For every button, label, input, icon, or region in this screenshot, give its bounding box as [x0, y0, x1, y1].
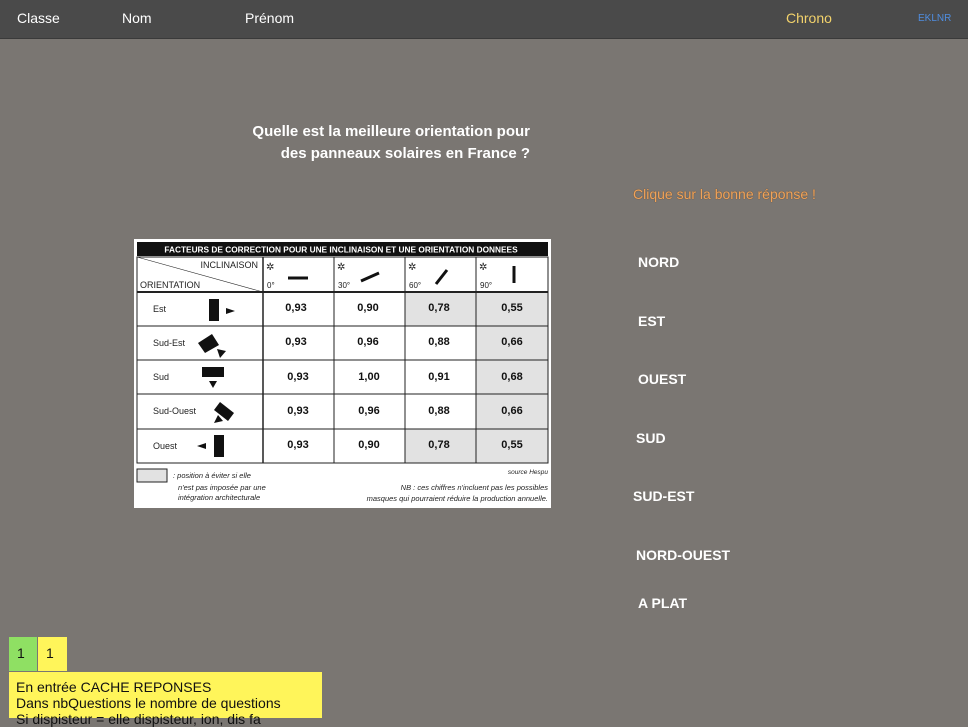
answer-a-plat[interactable]: A PLAT — [638, 595, 687, 611]
answer-est[interactable]: EST — [638, 313, 666, 329]
classe-field[interactable]: Classe — [17, 10, 60, 26]
value-cell: 0,55 — [501, 439, 523, 451]
answer-nord-ouest[interactable]: NORD-OUEST — [636, 547, 731, 563]
nb-line-2: masques qui pourraient réduire la production annuelle. — [366, 494, 548, 503]
prenom-field[interactable]: Prénom — [245, 10, 295, 26]
arrow-down-icon — [209, 381, 217, 388]
value-cell: 0,93 — [287, 405, 309, 417]
value-cell: 0,93 — [285, 336, 307, 348]
value-cell: 0,78 — [428, 439, 450, 451]
score-total — [38, 637, 67, 671]
notes-panel — [9, 672, 322, 727]
answer-ouest[interactable]: OUEST — [638, 371, 687, 387]
legend-line-3: intégration architecturale — [178, 493, 261, 502]
answer-nord[interactable]: NORD — [638, 254, 680, 270]
score-correct-value: 1 — [17, 645, 25, 661]
row-label-sud: Sud — [153, 372, 170, 382]
value-cell: 0,93 — [285, 302, 307, 314]
legend-line-2: n'est pas imposée par une — [178, 483, 266, 492]
top-bar — [0, 0, 968, 39]
legend-line-1: : position à éviter si elle — [173, 471, 251, 480]
code-link[interactable]: EKLNR — [918, 13, 952, 24]
value-cell: 0,78 — [428, 302, 450, 314]
value-cell: 0,90 — [357, 302, 379, 314]
table-source: source Hespu — [507, 469, 548, 476]
legend-swatch — [137, 469, 167, 482]
row-label-sud-ouest: Sud-Ouest — [153, 406, 197, 416]
angle-0: 0° — [267, 281, 275, 290]
chrono-timer: Chrono — [786, 10, 832, 26]
row-label-est: Est — [153, 304, 167, 314]
score-total-value: 1 — [46, 645, 54, 661]
table-title: FACTEURS DE CORRECTION POUR UNE INCLINAISON ET UNE ORIENTATION DONNEES — [164, 244, 518, 255]
arrow-right-icon — [226, 308, 235, 314]
note-line: Dans nbQuestions le nombre de questions — [16, 695, 281, 711]
panel-east-icon — [209, 299, 219, 321]
value-cell: 0,88 — [428, 405, 450, 417]
value-cell: 0,93 — [287, 371, 309, 383]
question-line-2: des panneaux solaires en France ? — [280, 145, 530, 162]
value-cell: 0,66 — [501, 405, 523, 417]
arrow-down-right-icon — [217, 349, 226, 358]
value-cell: 1,00 — [358, 371, 380, 383]
correction-factors-table — [134, 239, 551, 508]
sun-icon: ✲ — [266, 262, 275, 273]
row-label-ouest: Ouest — [153, 441, 178, 451]
nom-field[interactable]: Nom — [122, 10, 152, 26]
inclinaison-label: INCLINAISON — [200, 260, 258, 270]
sun-icon: ✲ — [479, 262, 488, 273]
note-line: Si dispisteur = elle dispisteur, ion, dis fa — [16, 711, 261, 727]
sun-icon: ✲ — [337, 262, 346, 273]
answer-sud[interactable]: SUD — [636, 430, 666, 446]
value-cell: 0,93 — [287, 439, 309, 451]
question-text — [160, 121, 530, 165]
value-cell: 0,96 — [357, 336, 379, 348]
value-cell: 0,55 — [501, 302, 523, 314]
angle-30: 30° — [338, 281, 351, 290]
nb-line-1: NB : ces chiffres n'incluent pas les possibles — [400, 483, 548, 492]
instruction-hint: Clique sur la bonne réponse ! — [633, 186, 816, 202]
orientation-label: ORIENTATION — [140, 280, 201, 290]
value-cell: 0,91 — [428, 371, 450, 383]
value-cell: 0,96 — [358, 405, 380, 417]
panel-west-icon — [214, 435, 224, 457]
angle-60: 60° — [409, 281, 422, 290]
angle-90: 90° — [480, 281, 493, 290]
score-correct — [9, 637, 37, 671]
arrow-down-left-icon — [214, 415, 223, 423]
note-line: En entrée CACHE REPONSES — [16, 679, 212, 695]
panel-southeast-icon — [198, 334, 219, 353]
row-label-sud-est: Sud-Est — [153, 338, 186, 348]
value-cell: 0,68 — [501, 371, 523, 383]
question-line-1: Quelle est la meilleure orientation pour — [252, 123, 530, 140]
arrow-left-icon — [197, 443, 206, 449]
value-cell: 0,88 — [428, 336, 450, 348]
value-cell: 0,90 — [358, 439, 380, 451]
value-cell: 0,66 — [501, 336, 523, 348]
sun-icon: ✲ — [408, 262, 417, 273]
answer-sud-est[interactable]: SUD-EST — [633, 488, 695, 504]
panel-30-icon — [361, 273, 379, 281]
panel-south-icon — [202, 367, 224, 377]
